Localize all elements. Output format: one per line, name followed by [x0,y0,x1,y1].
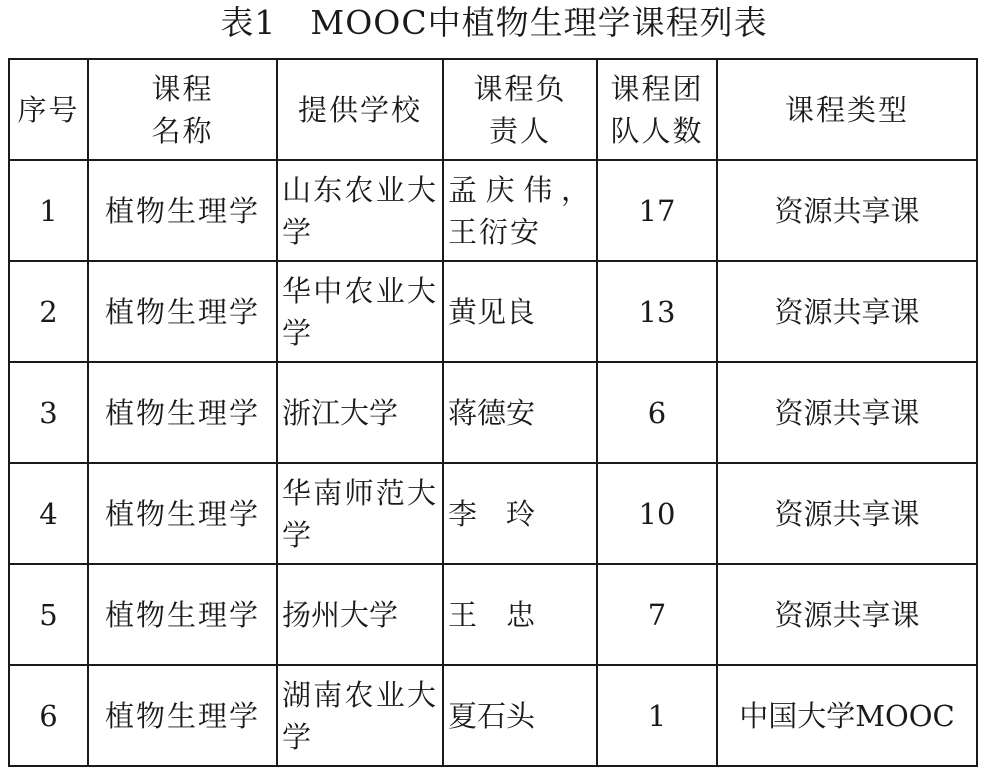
table-row [9,665,977,766]
table-row [9,261,977,362]
table-row [9,463,977,564]
cell-team: 1 [597,665,717,766]
table-caption: 表1 MOOC中植物生理学课程列表 [220,3,768,42]
cell-type: 中国大学MOOC [717,665,977,766]
cell-course: 植物生理学 [88,160,277,261]
header-row [9,59,977,160]
cell-no: 3 [9,362,88,463]
cell-type: 资源共享课 [717,261,977,362]
cell-leader: 李 玲 [443,463,597,564]
header-school: 提供学校 [277,59,443,160]
header-course-type: 课程类型 [717,59,977,160]
cell-type: 资源共享课 [717,564,977,665]
cell-school: 浙江大学 [277,362,443,463]
cell-team: 17 [597,160,717,261]
cell-no: 5 [9,564,88,665]
cell-no: 4 [9,463,88,564]
cell-school: 华南师范大学 [277,463,443,564]
cell-team: 7 [597,564,717,665]
cell-leader: 孟庆伟，王衍安 [443,160,597,261]
header-no: 序号 [9,59,88,160]
cell-leader: 王 忠 [443,564,597,665]
table-row [9,564,977,665]
cell-course: 植物生理学 [88,564,277,665]
cell-type: 资源共享课 [717,160,977,261]
cell-team: 13 [597,261,717,362]
cell-leader: 夏石头 [443,665,597,766]
cell-type: 资源共享课 [717,463,977,564]
cell-course: 植物生理学 [88,665,277,766]
header-course-name: 课程 名称 [88,59,277,160]
cell-no: 2 [9,261,88,362]
cell-school: 华中农业大学 [277,261,443,362]
cell-leader: 黄见良 [443,261,597,362]
cell-no: 1 [9,160,88,261]
cell-team: 6 [597,362,717,463]
table-row [9,362,977,463]
cell-no: 6 [9,665,88,766]
header-team-size: 课程团 队人数 [597,59,717,160]
cell-type: 资源共享课 [717,362,977,463]
cell-school: 扬州大学 [277,564,443,665]
table-row [9,160,977,261]
cell-school: 山东农业大学 [277,160,443,261]
header-leader: 课程负 责人 [443,59,597,160]
cell-course: 植物生理学 [88,261,277,362]
cell-course: 植物生理学 [88,463,277,564]
cell-leader: 蒋德安 [443,362,597,463]
cell-school: 湖南农业大学 [277,665,443,766]
cell-team: 10 [597,463,717,564]
course-table [8,58,978,767]
cell-course: 植物生理学 [88,362,277,463]
